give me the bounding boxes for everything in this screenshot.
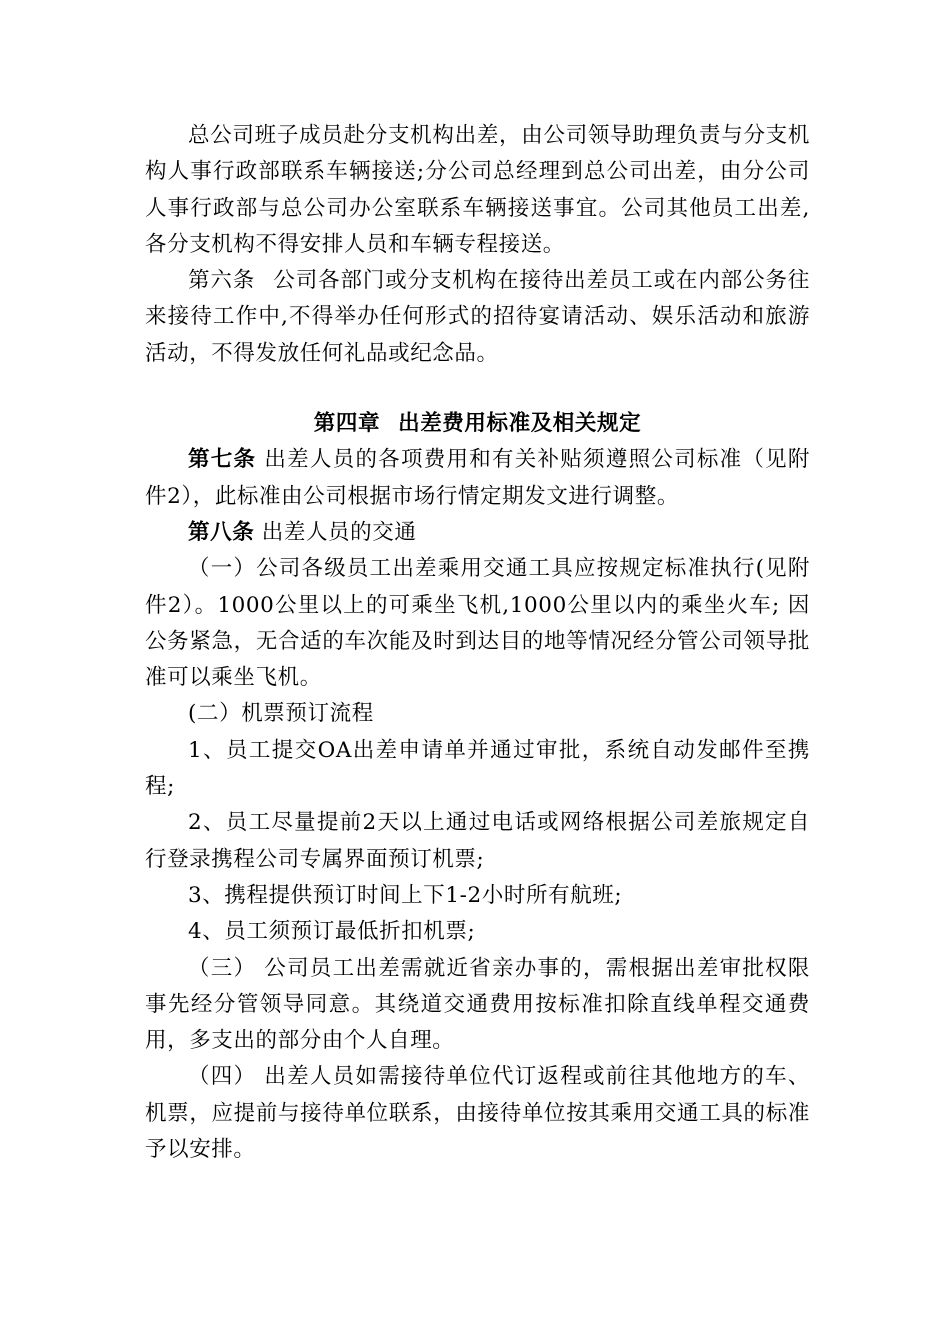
- article-7-label: 第七条: [188, 447, 257, 473]
- item-2-booking-process: (二）机票预订流程: [188, 701, 374, 727]
- step-4-lowest-fare: 4、员工须预订最低折扣机票;: [188, 919, 476, 945]
- article-8: [145, 515, 810, 551]
- step-2-book-in-advance: 2、员工尽量提前2天以上通过电话或网络根据公司差旅规定自行登录携程公司专属界面预订机票;: [145, 810, 810, 872]
- article-7-text: 出差人员的各项费用和有关补贴须遵照公司标准（见附件2），此标准由公司根据市场行情定期发文进行调整。: [145, 447, 811, 509]
- article-6-text: 公司各部门或分支机构在接待出差员工或在内部公务往来接待工作中,不得举办任何形式的招待宴请活动、娱乐活动和旅游活动，不得发放任何礼品或纪念品。: [145, 268, 810, 366]
- article-6-label: 第六条: [188, 268, 256, 294]
- article-8-label: 第八条: [188, 519, 255, 545]
- document-body: [145, 118, 810, 1168]
- paragraph-vehicle-pickup: 总公司班子成员赴分支机构出差，由公司领导助理负责与分支机构人事行政部联系车辆接送;分公司总经理到总公司出差，由分公司人事行政部与总公司办公室联系车辆接送事宜。公司其他员工出差,各分支机构不得安排人员和车辆专程接送。: [145, 123, 810, 257]
- item-1-transport-standard: （一）公司各级员工出差乘用交通工具应按规定标准执行(见附件2）。1000公里以上的可乘坐飞机,1000公里以内的乘坐火车; 因公务紧急，无合适的车次能及时到达目的地等情况经分管公司领导批准可以乘坐飞机。: [145, 556, 810, 691]
- step-3-flight-options: 3、携程提供预订时间上下1-2小时所有航班;: [188, 882, 623, 908]
- article-8-text: 出差人员的交通: [261, 519, 417, 545]
- article-7: [145, 442, 810, 515]
- chapter-4-title: 第四章: [313, 411, 381, 437]
- chapter-4-subtitle: 出差费用标准及相关规定: [398, 411, 642, 437]
- step-1-oa-application: 1、员工提交OA出差申请单并通过审批，系统自动发邮件至携程;: [145, 737, 810, 800]
- article-6: [145, 263, 810, 372]
- item-3-family-visit: （三） 公司员工出差需就近省亲办事的，需根据出差审批权限事先经分管领导同意。其绕道交通费用按标准扣除直线单程交通费用，多支出的部分由个人自理。: [145, 955, 810, 1054]
- chapter-4-heading: [145, 372, 810, 442]
- item-4-host-booking: （四） 出差人员如需接待单位代订返程或前往其他地方的车、机票，应提前与接待单位联系，由接待单位按其乘用交通工具的标准予以安排。: [145, 1064, 810, 1163]
